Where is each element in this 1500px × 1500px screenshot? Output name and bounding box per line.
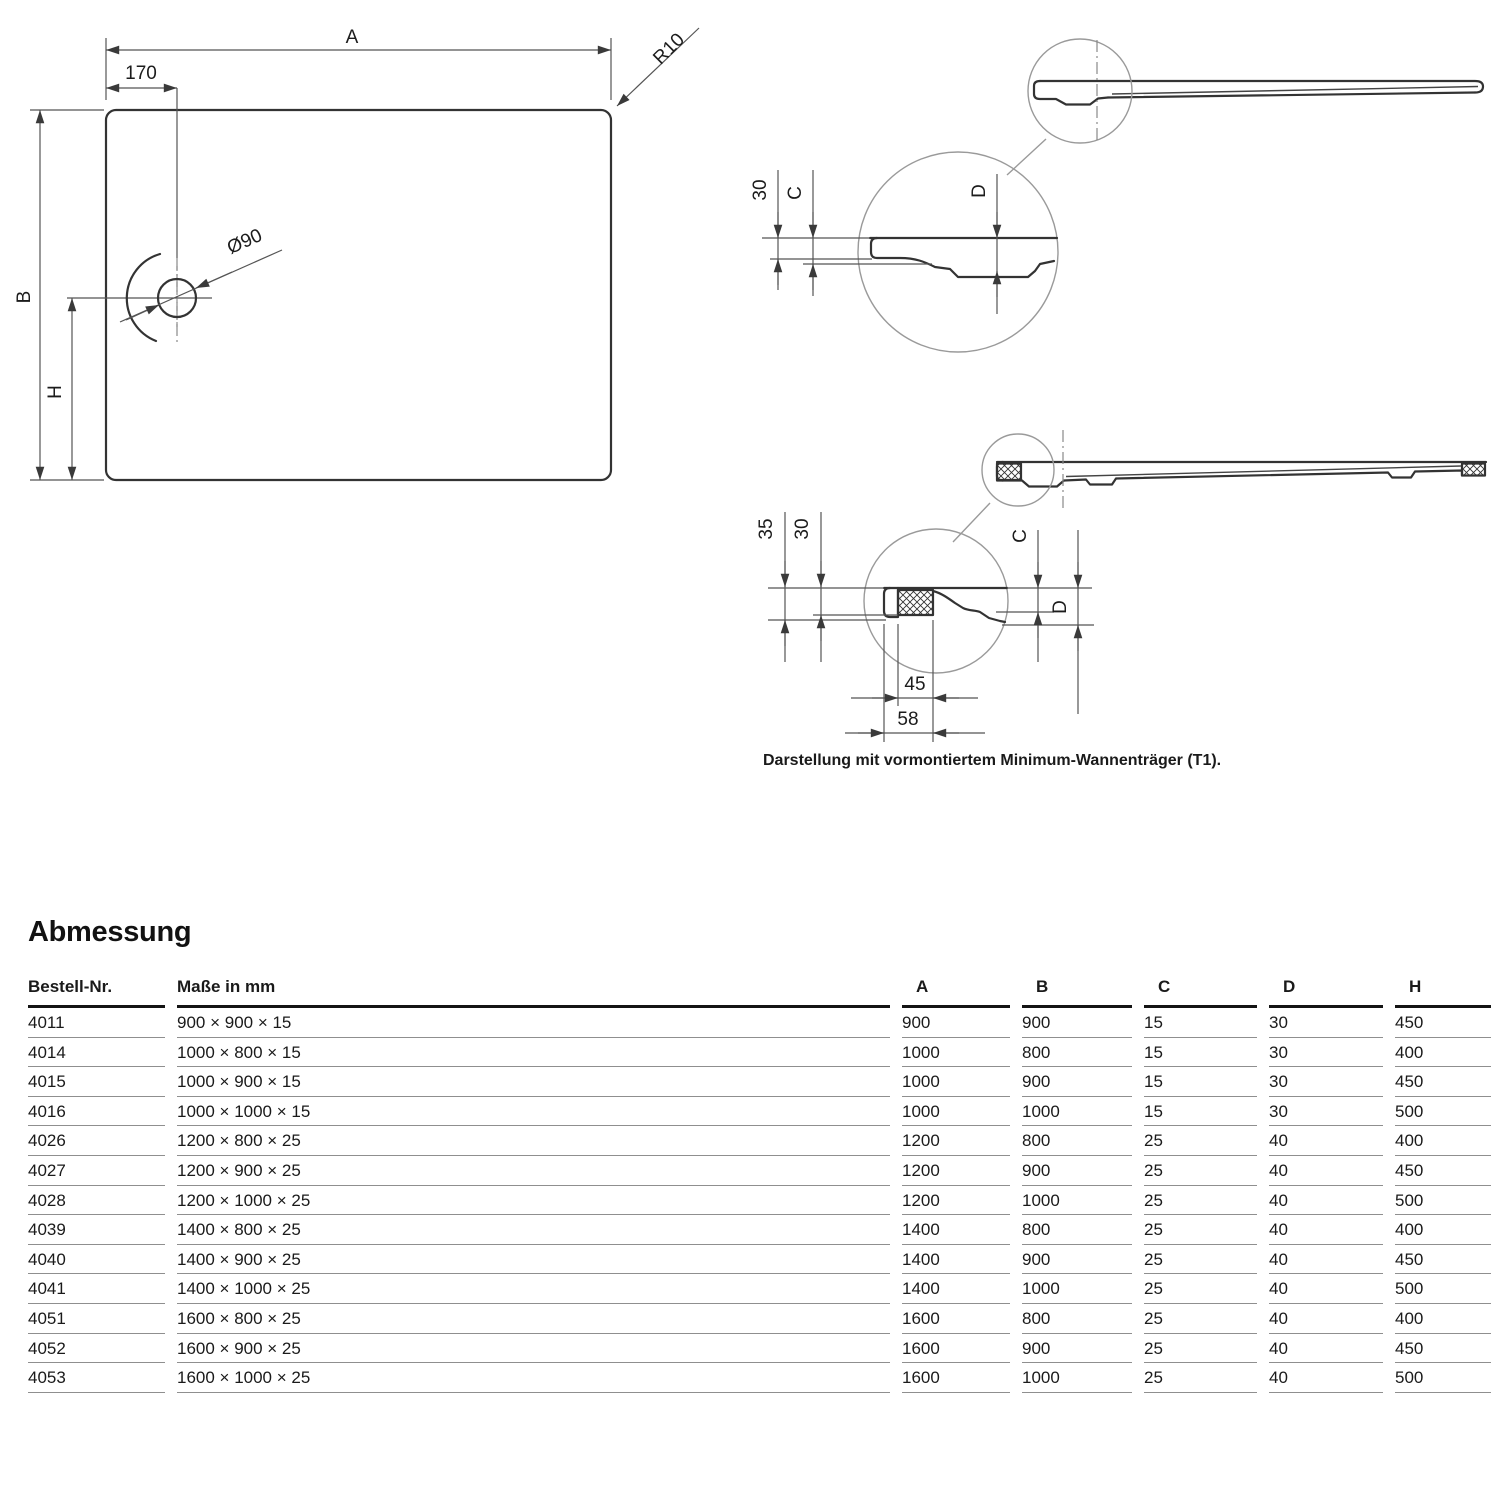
cell-b: 800 bbox=[1022, 1304, 1132, 1334]
dim-label-top-30: 30 bbox=[750, 179, 771, 201]
col-header-masse: Maße in mm bbox=[177, 975, 890, 1008]
dim-label-r10: R10 bbox=[649, 29, 689, 69]
cell-c: 15 bbox=[1144, 1008, 1257, 1038]
cell-masse: 1000 × 900 × 15 bbox=[177, 1067, 890, 1097]
cell-b: 800 bbox=[1022, 1126, 1132, 1156]
cell-c: 25 bbox=[1144, 1245, 1257, 1275]
tray-edge-profile-bottom bbox=[884, 588, 898, 617]
cell-masse: 1600 × 900 × 25 bbox=[177, 1334, 890, 1364]
table-row bbox=[28, 1274, 1491, 1304]
cell-b: 1000 bbox=[1022, 1097, 1132, 1127]
cell-h: 400 bbox=[1395, 1215, 1491, 1245]
cell-a: 1000 bbox=[902, 1067, 1010, 1097]
col-header-d: D bbox=[1269, 975, 1383, 1008]
cell-d: 30 bbox=[1269, 1097, 1383, 1127]
support-block-left-small bbox=[997, 464, 1021, 481]
cell-a: 1600 bbox=[902, 1304, 1010, 1334]
cell-a: 1200 bbox=[902, 1186, 1010, 1216]
cell-b: 900 bbox=[1022, 1156, 1132, 1186]
cell-a: 1400 bbox=[902, 1215, 1010, 1245]
cell-d: 40 bbox=[1269, 1215, 1383, 1245]
cell-d: 40 bbox=[1269, 1363, 1383, 1393]
cell-a: 1200 bbox=[902, 1126, 1010, 1156]
col-header-h: H bbox=[1395, 975, 1491, 1008]
support-block-detail bbox=[898, 590, 933, 615]
cell-h: 500 bbox=[1395, 1363, 1491, 1393]
cell-c: 15 bbox=[1144, 1038, 1257, 1068]
cell-b: 800 bbox=[1022, 1215, 1132, 1245]
cell-b: 1000 bbox=[1022, 1363, 1132, 1393]
cell-bestellnr: 4039 bbox=[28, 1215, 165, 1245]
section-heading: Abmessung bbox=[28, 916, 192, 948]
plan-view bbox=[14, 27, 699, 480]
table-row bbox=[28, 1126, 1491, 1156]
table-row bbox=[28, 1215, 1491, 1245]
cell-d: 40 bbox=[1269, 1274, 1383, 1304]
cell-d: 30 bbox=[1269, 1008, 1383, 1038]
support-block-right-small bbox=[1462, 464, 1485, 476]
cell-d: 40 bbox=[1269, 1156, 1383, 1186]
dim-label-h: H bbox=[45, 385, 66, 399]
cell-masse: 1400 × 800 × 25 bbox=[177, 1215, 890, 1245]
table-row bbox=[28, 1156, 1491, 1186]
table-row bbox=[28, 1097, 1491, 1127]
cell-masse: 1200 × 900 × 25 bbox=[177, 1156, 890, 1186]
dim-label-170: 170 bbox=[125, 63, 157, 84]
cell-bestellnr: 4041 bbox=[28, 1274, 165, 1304]
tray-edge-profile-top bbox=[871, 238, 1054, 277]
cell-bestellnr: 4014 bbox=[28, 1038, 165, 1068]
cell-c: 25 bbox=[1144, 1156, 1257, 1186]
cell-h: 500 bbox=[1395, 1274, 1491, 1304]
cell-bestellnr: 4053 bbox=[28, 1363, 165, 1393]
detail-circle-small-top bbox=[1028, 39, 1132, 143]
table-body bbox=[28, 1008, 1491, 1393]
cell-masse: 1600 × 800 × 25 bbox=[177, 1304, 890, 1334]
cell-masse: 1200 × 1000 × 25 bbox=[177, 1186, 890, 1216]
cell-masse: 1000 × 800 × 15 bbox=[177, 1038, 890, 1068]
cell-c: 15 bbox=[1144, 1067, 1257, 1097]
section-view-top bbox=[750, 39, 1483, 352]
table-row bbox=[28, 1038, 1491, 1068]
cell-bestellnr: 4052 bbox=[28, 1334, 165, 1364]
cell-b: 1000 bbox=[1022, 1274, 1132, 1304]
cell-d: 40 bbox=[1269, 1245, 1383, 1275]
cell-bestellnr: 4026 bbox=[28, 1126, 165, 1156]
dim-label-b: B bbox=[14, 290, 35, 304]
col-header-b: B bbox=[1022, 975, 1132, 1008]
cell-bestellnr: 4011 bbox=[28, 1008, 165, 1038]
cell-h: 450 bbox=[1395, 1008, 1491, 1038]
dim-label-a: A bbox=[345, 27, 359, 48]
cell-masse: 1600 × 1000 × 25 bbox=[177, 1363, 890, 1393]
table-row bbox=[28, 1304, 1491, 1334]
cell-h: 450 bbox=[1395, 1156, 1491, 1186]
dim-label-bottom-35: 35 bbox=[756, 518, 777, 540]
cell-a: 1400 bbox=[902, 1274, 1010, 1304]
table-row bbox=[28, 1363, 1491, 1393]
drawing-caption: Darstellung mit vormontiertem Minimum-Wannenträger (T1). bbox=[763, 752, 1222, 769]
cell-c: 25 bbox=[1144, 1274, 1257, 1304]
table-row bbox=[28, 1186, 1491, 1216]
cell-a: 1200 bbox=[902, 1156, 1010, 1186]
cell-h: 450 bbox=[1395, 1067, 1491, 1097]
cell-c: 15 bbox=[1144, 1097, 1257, 1127]
cell-b: 800 bbox=[1022, 1038, 1132, 1068]
cell-c: 25 bbox=[1144, 1304, 1257, 1334]
cell-h: 400 bbox=[1395, 1126, 1491, 1156]
table-row bbox=[28, 1245, 1491, 1275]
cell-d: 40 bbox=[1269, 1126, 1383, 1156]
cell-d: 40 bbox=[1269, 1186, 1383, 1216]
dim-label-bottom-d: D bbox=[1050, 600, 1071, 614]
cell-b: 1000 bbox=[1022, 1186, 1132, 1216]
cell-bestellnr: 4040 bbox=[28, 1245, 165, 1275]
cell-d: 30 bbox=[1269, 1038, 1383, 1068]
col-header-c: C bbox=[1144, 975, 1257, 1008]
dim-label-45: 45 bbox=[904, 674, 926, 695]
cell-masse: 1000 × 1000 × 15 bbox=[177, 1097, 890, 1127]
cell-a: 1600 bbox=[902, 1334, 1010, 1364]
dim-label-drain-diameter: Ø90 bbox=[224, 225, 266, 259]
cell-h: 450 bbox=[1395, 1245, 1491, 1275]
cell-a: 900 bbox=[902, 1008, 1010, 1038]
cell-h: 400 bbox=[1395, 1038, 1491, 1068]
dimension-table bbox=[28, 975, 1491, 1393]
cell-a: 1000 bbox=[902, 1097, 1010, 1127]
cell-b: 900 bbox=[1022, 1334, 1132, 1364]
col-header-a: A bbox=[902, 975, 1010, 1008]
detail-circle-large-top bbox=[858, 152, 1058, 352]
cell-a: 1600 bbox=[902, 1363, 1010, 1393]
cell-masse: 1400 × 900 × 25 bbox=[177, 1245, 890, 1275]
dim-label-top-c: C bbox=[785, 186, 806, 200]
table-header-row bbox=[28, 975, 1491, 1008]
dim-label-bottom-30: 30 bbox=[792, 518, 813, 540]
detail-circle-large-bottom bbox=[864, 529, 1008, 673]
cell-bestellnr: 4028 bbox=[28, 1186, 165, 1216]
cell-a: 1000 bbox=[902, 1038, 1010, 1068]
cell-c: 25 bbox=[1144, 1186, 1257, 1216]
cell-bestellnr: 4027 bbox=[28, 1156, 165, 1186]
table-row bbox=[28, 1334, 1491, 1364]
cell-b: 900 bbox=[1022, 1245, 1132, 1275]
cell-h: 500 bbox=[1395, 1186, 1491, 1216]
cell-masse: 1400 × 1000 × 25 bbox=[177, 1274, 890, 1304]
cell-c: 25 bbox=[1144, 1334, 1257, 1364]
col-header-bestellnr: Bestell-Nr. bbox=[28, 975, 165, 1008]
cell-a: 1400 bbox=[902, 1245, 1010, 1275]
dim-label-bottom-c: C bbox=[1010, 529, 1031, 543]
cell-c: 25 bbox=[1144, 1215, 1257, 1245]
cell-d: 30 bbox=[1269, 1067, 1383, 1097]
dim-label-58: 58 bbox=[897, 709, 919, 730]
cell-masse: 1200 × 800 × 25 bbox=[177, 1126, 890, 1156]
section-view-bottom bbox=[756, 430, 1486, 742]
cell-c: 25 bbox=[1144, 1363, 1257, 1393]
dim-label-top-d: D bbox=[969, 184, 990, 198]
cell-b: 900 bbox=[1022, 1008, 1132, 1038]
cell-h: 400 bbox=[1395, 1304, 1491, 1334]
cell-masse: 900 × 900 × 15 bbox=[177, 1008, 890, 1038]
cell-b: 900 bbox=[1022, 1067, 1132, 1097]
cell-d: 40 bbox=[1269, 1334, 1383, 1364]
cell-bestellnr: 4016 bbox=[28, 1097, 165, 1127]
cell-bestellnr: 4051 bbox=[28, 1304, 165, 1334]
table-row bbox=[28, 1067, 1491, 1097]
cell-h: 450 bbox=[1395, 1334, 1491, 1364]
cell-c: 25 bbox=[1144, 1126, 1257, 1156]
cell-bestellnr: 4015 bbox=[28, 1067, 165, 1097]
cell-h: 500 bbox=[1395, 1097, 1491, 1127]
cell-d: 40 bbox=[1269, 1304, 1383, 1334]
table-row bbox=[28, 1008, 1491, 1038]
